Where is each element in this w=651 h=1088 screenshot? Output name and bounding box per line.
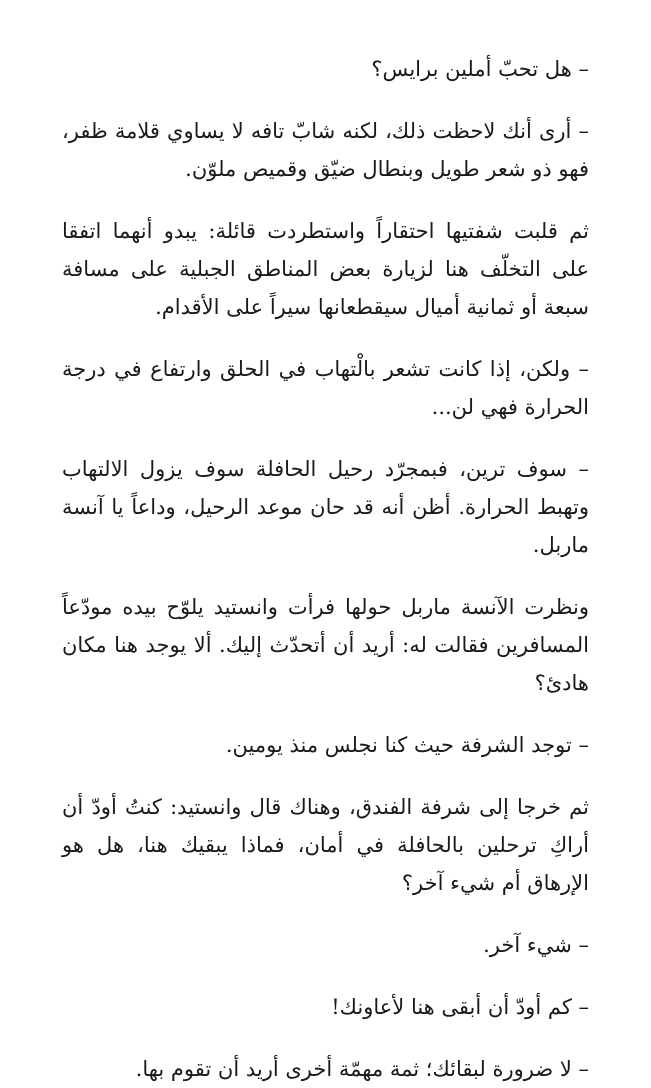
paragraph: – توجد الشرفة حيث كنا نجلس منذ يومين. — [225, 733, 589, 757]
paragraph: ونظرت الآنسة ماربل حولها فرأت وانستيد يلوّح بيده مودّعاً المسافرين فقالت له: أريد أن أتحدّث إليك. ألا يوجد هنا مكان هادئ؟ — [62, 595, 589, 695]
paragraph: – كم أودّ أن أبقى هنا لأعاونك! — [331, 995, 589, 1019]
paragraph: – سوف ترين، فبمجرّد رحيل الحافلة سوف يزول الالتهاب وتهبط الحرارة. أظن أنه قد حان موعد الرحيل، وداعاً يا آنسة ماربل. — [62, 457, 589, 557]
paragraph: – لا ضرورة لبقائك؛ ثمة مهمّة أخرى أريد أن تقوم بها. — [135, 1057, 589, 1081]
paragraph: – شيء آخر. — [483, 933, 589, 957]
paragraph: ثم قلبت شفتيها احتقاراً واستطردت قائلة: يبدو أنهما اتفقا على التخلّف هنا لزيارة بعض المناطق الجبلية على مسافة سبعة أو ثمانية أميال سيقطعانها سيراً على الأقدام. — [62, 219, 589, 319]
paragraph: ثم خرجا إلى شرفة الفندق، وهناك قال وانستيد: كنتُ أودّ أن أراكِ ترحلين بالحافلة في أمان، فماذا يبقيك هنا، هل هو الإرهاق أم شيء آخر؟ — [62, 795, 589, 895]
paragraph: – أرى أنك لاحظت ذلك، لكنه شابّ تافه لا يساوي قلامة ظفر، فهو ذو شعر طويل وبنطال ضيّق وقميص ملوّن. — [62, 119, 589, 181]
paragraph: – هل تحبّ أملين برايس؟ — [371, 57, 589, 81]
paragraph: – ولكن، إذا كانت تشعر بالْتهاب في الحلق وارتفاع في درجة الحرارة فهي لن... — [62, 357, 589, 419]
